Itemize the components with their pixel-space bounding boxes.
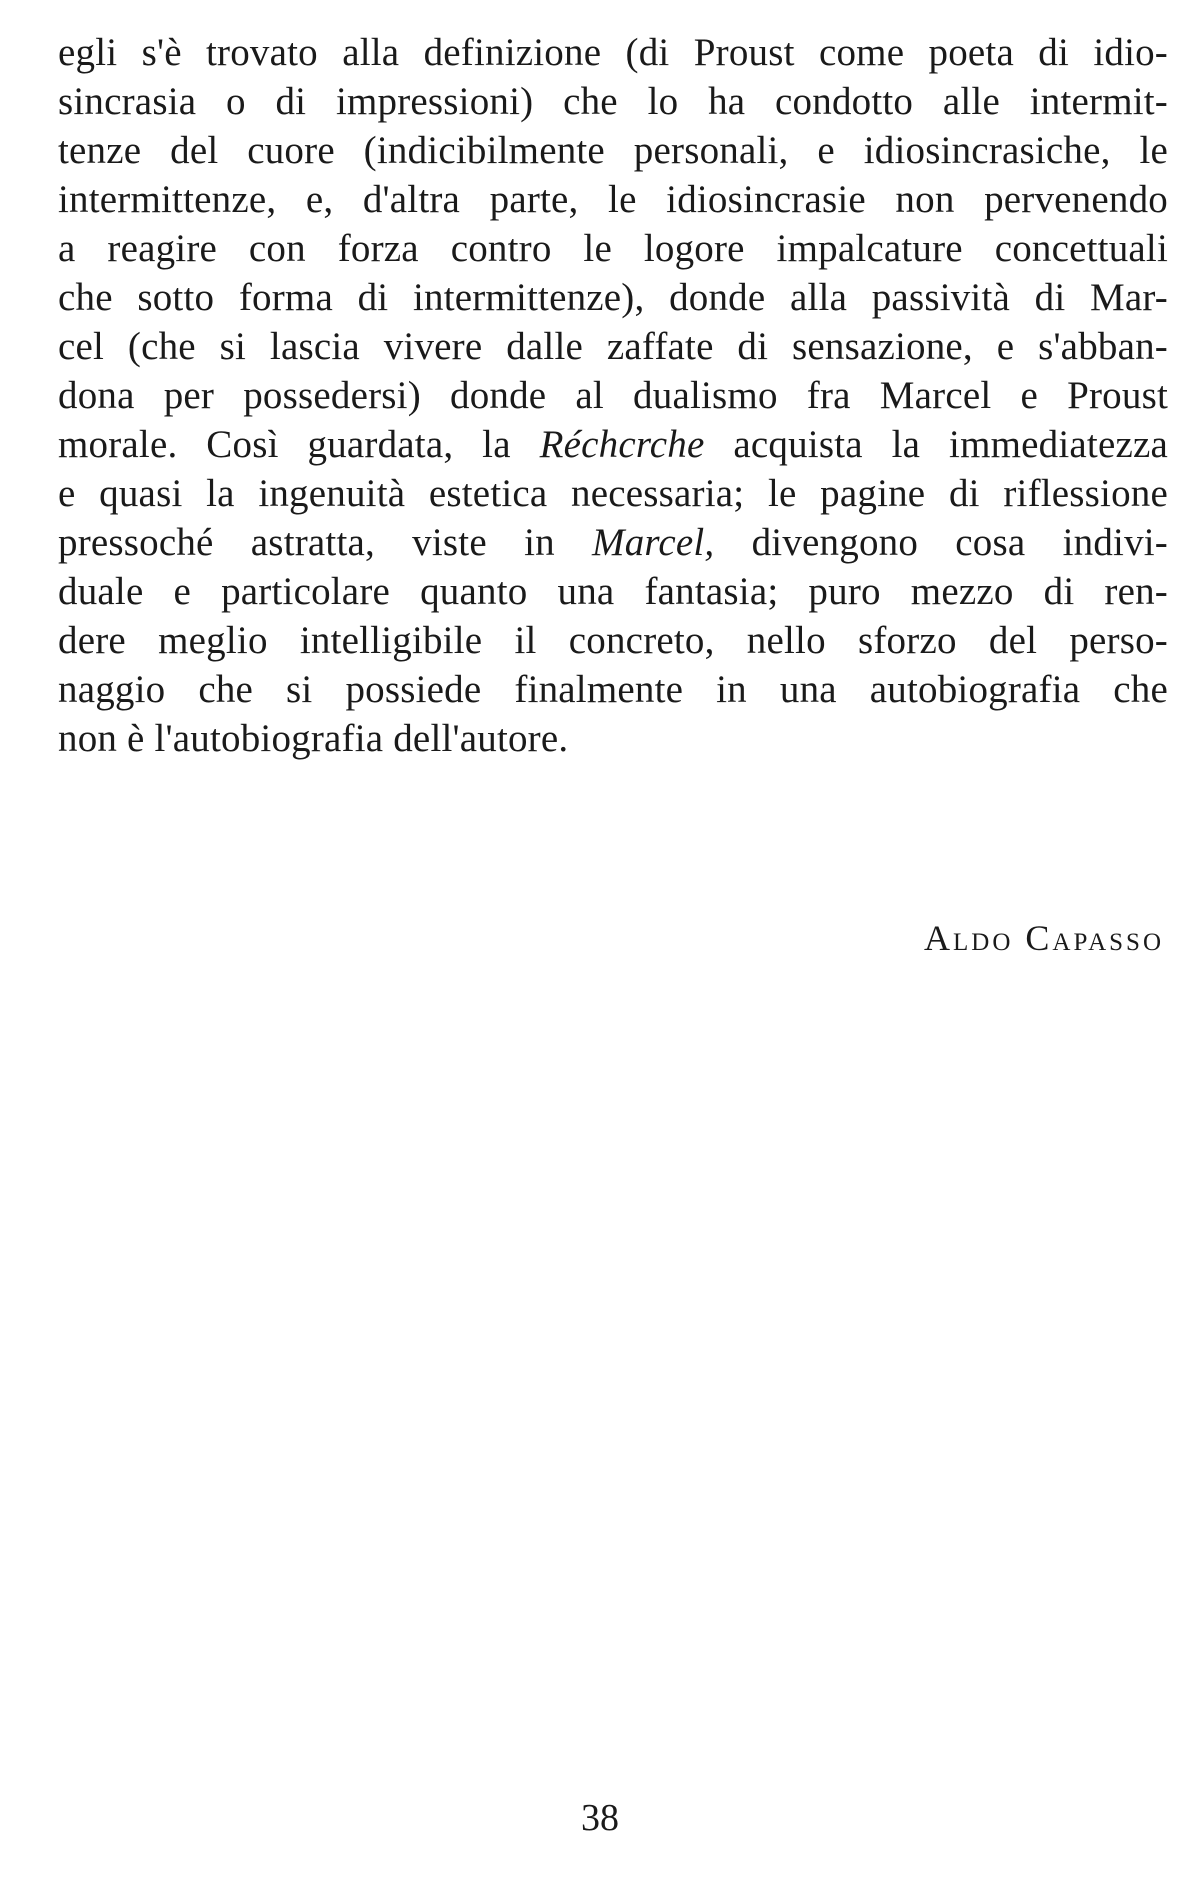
text-line: duale e particolare quanto una fantasia; puro mezzo di ren- bbox=[58, 570, 1168, 613]
text-line: cel (che si lascia vivere dalle zaffate di sensazione, e s'abban- bbox=[58, 325, 1168, 368]
text-line bbox=[58, 518, 1168, 567]
text-line: egli s'è trovato alla definizione (di Proust come poeta di idio- bbox=[58, 31, 1168, 74]
text-line: dere meglio intelligibile il concreto, nello sforzo del perso- bbox=[58, 619, 1168, 662]
text-line: sincrasia o di impressioni) che lo ha condotto alle intermit- bbox=[58, 80, 1168, 123]
page-number: 38 bbox=[581, 1797, 619, 1839]
text-line bbox=[58, 420, 1168, 469]
text-line: naggio che si possiede finalmente in una autobiografia che bbox=[58, 668, 1168, 711]
italic-title-recherche: Réchcrche bbox=[539, 423, 705, 466]
body-paragraph bbox=[58, 28, 1168, 763]
italic-name-marcel: Marcel, bbox=[592, 521, 715, 564]
text-segment: acquista la immediatezza bbox=[704, 423, 1168, 466]
author-signature: Aldo Capasso bbox=[924, 918, 1164, 958]
text-segment: pressoché astratta, viste in bbox=[58, 521, 593, 564]
text-segment: divengono cosa indivi- bbox=[714, 521, 1168, 564]
text-line-last: non è l'autobiografia dell'autore. bbox=[58, 717, 569, 760]
text-line: e quasi la ingenuità estetica necessaria; le pagine di riflessione bbox=[58, 472, 1168, 515]
text-line: dona per possedersi) donde al dualismo fra Marcel e Proust bbox=[58, 374, 1168, 417]
text-line: che sotto forma di intermittenze), donde alla passività di Mar- bbox=[58, 276, 1168, 319]
text-segment: morale. Così guardata, la bbox=[58, 423, 540, 466]
text-line: tenze del cuore (indicibilmente personali, e idiosincrasiche, le bbox=[58, 129, 1168, 172]
text-line: a reagire con forza contro le logore impalcature concettuali bbox=[58, 227, 1168, 270]
text-line: intermittenze, e, d'altra parte, le idiosincrasie non pervenendo bbox=[58, 178, 1168, 221]
